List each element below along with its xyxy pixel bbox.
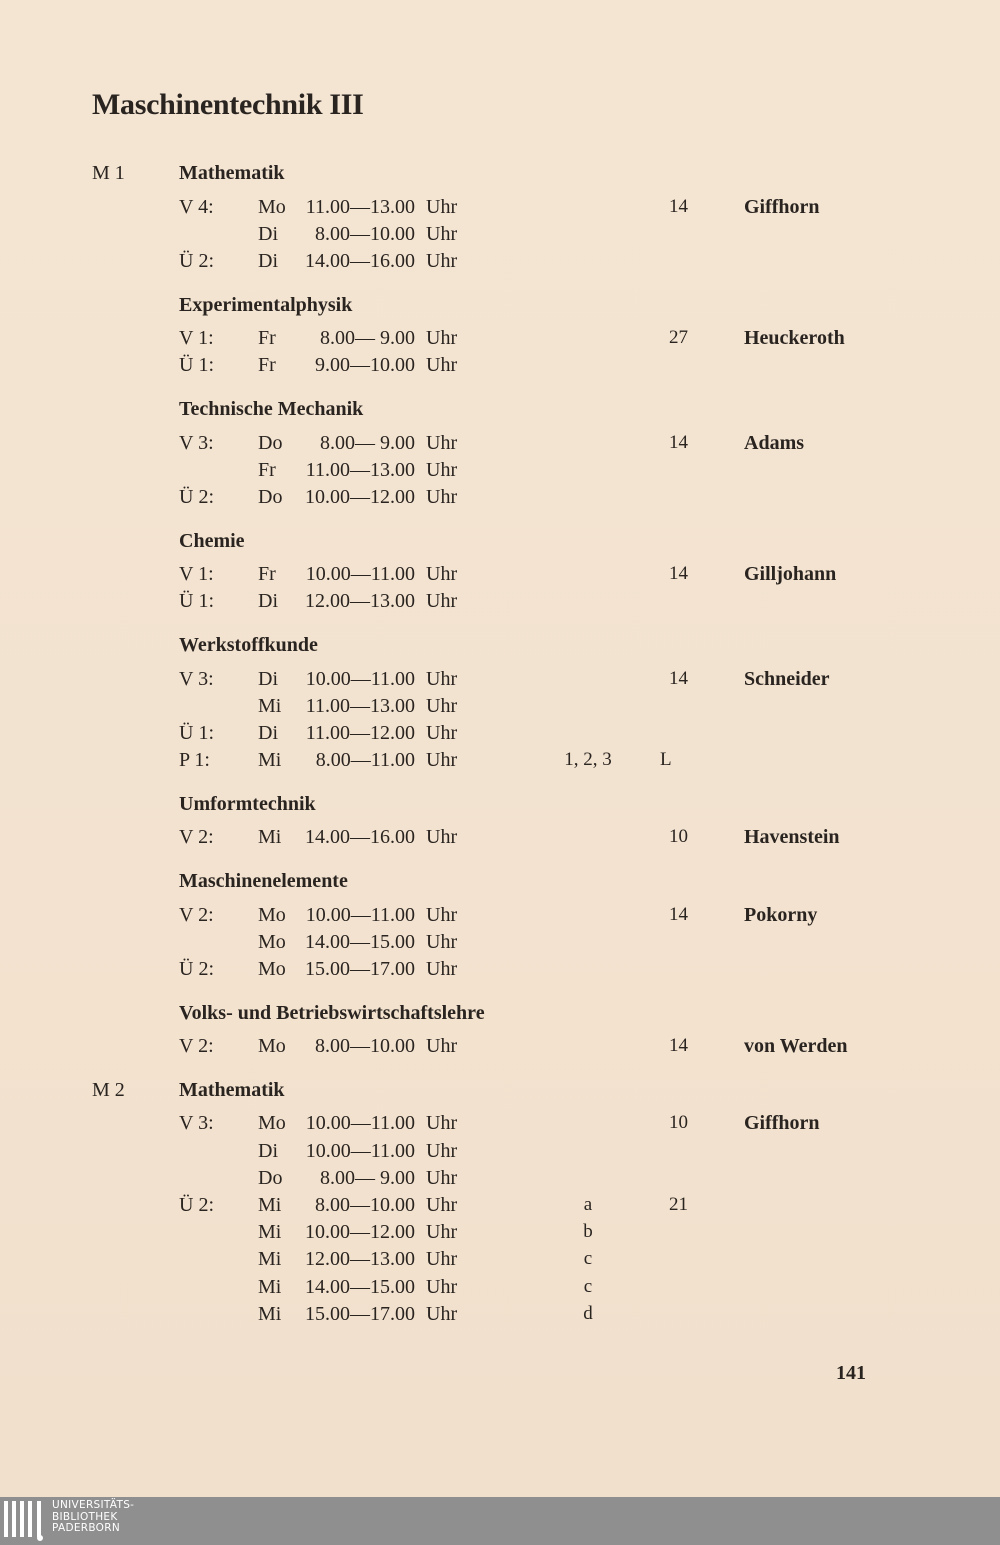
library-name [52, 1500, 134, 1535]
session-time: 8.00— 9.00 [320, 327, 415, 350]
room-number: 14 [669, 1035, 688, 1057]
lecturer-name: Giffhorn [744, 195, 820, 218]
session-time-unit: Uhr [426, 485, 458, 508]
session-day: Di [258, 222, 278, 245]
subject-title: Maschinenelemente [179, 870, 348, 892]
session-day: Mi [258, 1248, 282, 1271]
session-time-unit: Uhr [426, 903, 458, 926]
session-time: 14.00—16.00 [305, 826, 415, 849]
session-time: 10.00—11.00 [305, 667, 415, 690]
session-time-unit: Uhr [426, 1248, 458, 1271]
session-day: Mi [258, 749, 282, 772]
session-time: 10.00—11.00 [305, 903, 415, 926]
lecturer-name: Schneider [744, 667, 830, 690]
session-day: Do [258, 1166, 283, 1189]
session-group: b [583, 1221, 593, 1243]
page-title: Maschinentechnik III [92, 88, 364, 121]
session-time: 12.00—13.00 [305, 1248, 415, 1271]
session-time-unit: Uhr [426, 590, 458, 613]
session-time-unit: Uhr [426, 930, 458, 953]
session-type: V 3: [179, 1112, 214, 1135]
session-time-unit: Uhr [426, 222, 458, 245]
library-footer [0, 1497, 1000, 1545]
session-type: V 1: [179, 563, 214, 586]
session-time: 8.00—10.00 [315, 222, 415, 245]
lecturer-name: Heuckeroth [744, 327, 845, 350]
session-time: 14.00—15.00 [305, 1275, 415, 1298]
subject-title: Experimentalphysik [179, 293, 353, 316]
session-type: Ü 2: [179, 957, 214, 980]
session-day: Mi [258, 826, 282, 849]
subject-title: Volks- und Betriebswirtschaftslehre [179, 1001, 485, 1024]
session-day: Mi [258, 1302, 282, 1325]
lecturer-name: von Werden [744, 1035, 848, 1058]
lecturer-name: Pokorny [744, 903, 818, 926]
session-time: 8.00— 9.00 [320, 431, 415, 454]
session-time: 9.00—10.00 [315, 354, 415, 377]
session-time: 10.00—12.00 [305, 1221, 415, 1244]
session-day: Do [258, 485, 283, 508]
session-type: Ü 1: [179, 721, 214, 744]
room-number: 10 [669, 826, 688, 848]
session-day: Mo [258, 930, 286, 953]
session-time-unit: Uhr [426, 957, 458, 980]
session-group: c [583, 1248, 593, 1270]
session-time: 14.00—16.00 [305, 249, 415, 272]
session-day: Di [258, 667, 278, 690]
session-time: 11.00—13.00 [305, 195, 415, 218]
session-time-unit: Uhr [426, 1302, 458, 1325]
session-day: Mo [258, 1112, 286, 1135]
session-time: 8.00—10.00 [315, 1193, 415, 1216]
session-time-unit: Uhr [426, 458, 458, 481]
session-time: 8.00—10.00 [315, 1035, 415, 1058]
session-type: V 1: [179, 327, 214, 350]
session-day: Di [258, 1139, 278, 1162]
session-time: 8.00— 9.00 [320, 1166, 415, 1189]
session-time: 15.00—17.00 [305, 1302, 415, 1325]
session-day: Fr [258, 458, 276, 481]
session-time-unit: Uhr [426, 1275, 458, 1298]
session-time-unit: Uhr [426, 431, 458, 454]
session-time: 10.00—11.00 [305, 1112, 415, 1135]
page-number: 141 [836, 1362, 866, 1384]
session-time: 11.00—13.00 [305, 694, 415, 717]
subject-title: Werkstoffkunde [179, 634, 318, 656]
session-day: Mo [258, 903, 286, 926]
session-day: Mo [258, 1035, 286, 1058]
session-time: 12.00—13.00 [305, 590, 415, 613]
session-time: 10.00—12.00 [305, 485, 415, 508]
session-day: Di [258, 721, 278, 744]
session-type: V 2: [179, 1035, 214, 1058]
room-number: 14 [669, 563, 688, 585]
session-day: Mo [258, 957, 286, 980]
session-time-unit: Uhr [426, 667, 458, 690]
session-time-unit: Uhr [426, 1166, 458, 1189]
session-group: a [583, 1193, 593, 1215]
subject-title: Mathematik [179, 1078, 285, 1101]
session-time-unit: Uhr [426, 826, 458, 849]
session-day: Mi [258, 1221, 282, 1244]
library-name-line-1: UNIVERSITÄTS- [52, 1499, 135, 1511]
session-time: 8.00—11.00 [315, 749, 415, 772]
library-name-line-2: BIBLIOTHEK [52, 1510, 118, 1523]
session-day: Mo [258, 195, 286, 218]
session-time-unit: Uhr [426, 1139, 458, 1162]
session-group: d [583, 1302, 593, 1324]
subject-title: Chemie [179, 529, 245, 552]
library-logo-icon [4, 1501, 46, 1539]
session-type: Ü 2: [179, 485, 214, 508]
session-time-unit: Uhr [426, 749, 458, 772]
session-day: Di [258, 249, 278, 272]
session-type: Ü 1: [179, 354, 214, 377]
session-time-unit: Uhr [426, 249, 458, 272]
session-type: V 3: [179, 431, 214, 454]
session-type: V 2: [179, 826, 214, 849]
session-day: Fr [258, 354, 276, 377]
session-type: Ü 2: [179, 249, 214, 272]
group-label: M 2 [92, 1078, 125, 1101]
room-number: 10 [669, 1112, 688, 1134]
session-type: V 2: [179, 903, 214, 926]
session-type: V 3: [179, 667, 214, 690]
session-day: Do [258, 431, 283, 454]
room-number: 27 [669, 327, 688, 349]
session-time: 11.00—13.00 [305, 458, 415, 481]
room-number: 14 [669, 903, 688, 925]
session-type: Ü 2: [179, 1193, 214, 1216]
session-day: Mi [258, 1275, 282, 1298]
subject-title: Mathematik [179, 162, 285, 184]
session-time-unit: Uhr [426, 563, 458, 586]
session-day: Di [258, 590, 278, 613]
session-time: 11.00—12.00 [305, 721, 415, 744]
lecturer-name: Havenstein [744, 826, 840, 849]
session-time: 15.00—17.00 [305, 957, 415, 980]
lecturer-name: Gilljohann [744, 563, 837, 586]
room-number: 14 [669, 667, 688, 689]
session-time-unit: Uhr [426, 694, 458, 717]
session-time-unit: Uhr [426, 1221, 458, 1244]
lecturer-name: Adams [744, 431, 805, 454]
session-day: Fr [258, 563, 276, 586]
session-day: Fr [258, 327, 276, 350]
session-type: Ü 1: [179, 590, 214, 613]
session-time-unit: Uhr [426, 327, 458, 350]
session-time-unit: Uhr [426, 1112, 458, 1135]
session-time-unit: Uhr [426, 1035, 458, 1058]
session-time: 10.00—11.00 [305, 1139, 415, 1162]
session-day: Mi [258, 1193, 282, 1216]
session-time: 14.00—15.00 [305, 930, 415, 953]
logo-dot-icon [37, 1535, 43, 1541]
session-time-unit: Uhr [426, 354, 458, 377]
session-type: V 4: [179, 195, 214, 218]
session-room: L [660, 749, 672, 771]
room-number: 14 [669, 195, 688, 217]
session-group: c [583, 1275, 593, 1297]
subject-title: Umformtechnik [179, 792, 316, 815]
session-time: 10.00—11.00 [305, 563, 415, 586]
session-type: P 1: [179, 749, 210, 772]
room-number: 14 [669, 431, 688, 453]
session-group: 1, 2, 3 [564, 749, 612, 771]
lecturer-name: Giffhorn [744, 1112, 820, 1135]
session-time-unit: Uhr [426, 1193, 458, 1216]
group-label: M 1 [92, 162, 125, 184]
library-name-line-3: PADERBORN [52, 1522, 120, 1534]
session-day: Mi [258, 694, 282, 717]
session-room: 21 [669, 1193, 688, 1215]
session-time-unit: Uhr [426, 721, 458, 744]
subject-title: Technische Mechanik [179, 398, 364, 420]
session-time-unit: Uhr [426, 195, 458, 218]
